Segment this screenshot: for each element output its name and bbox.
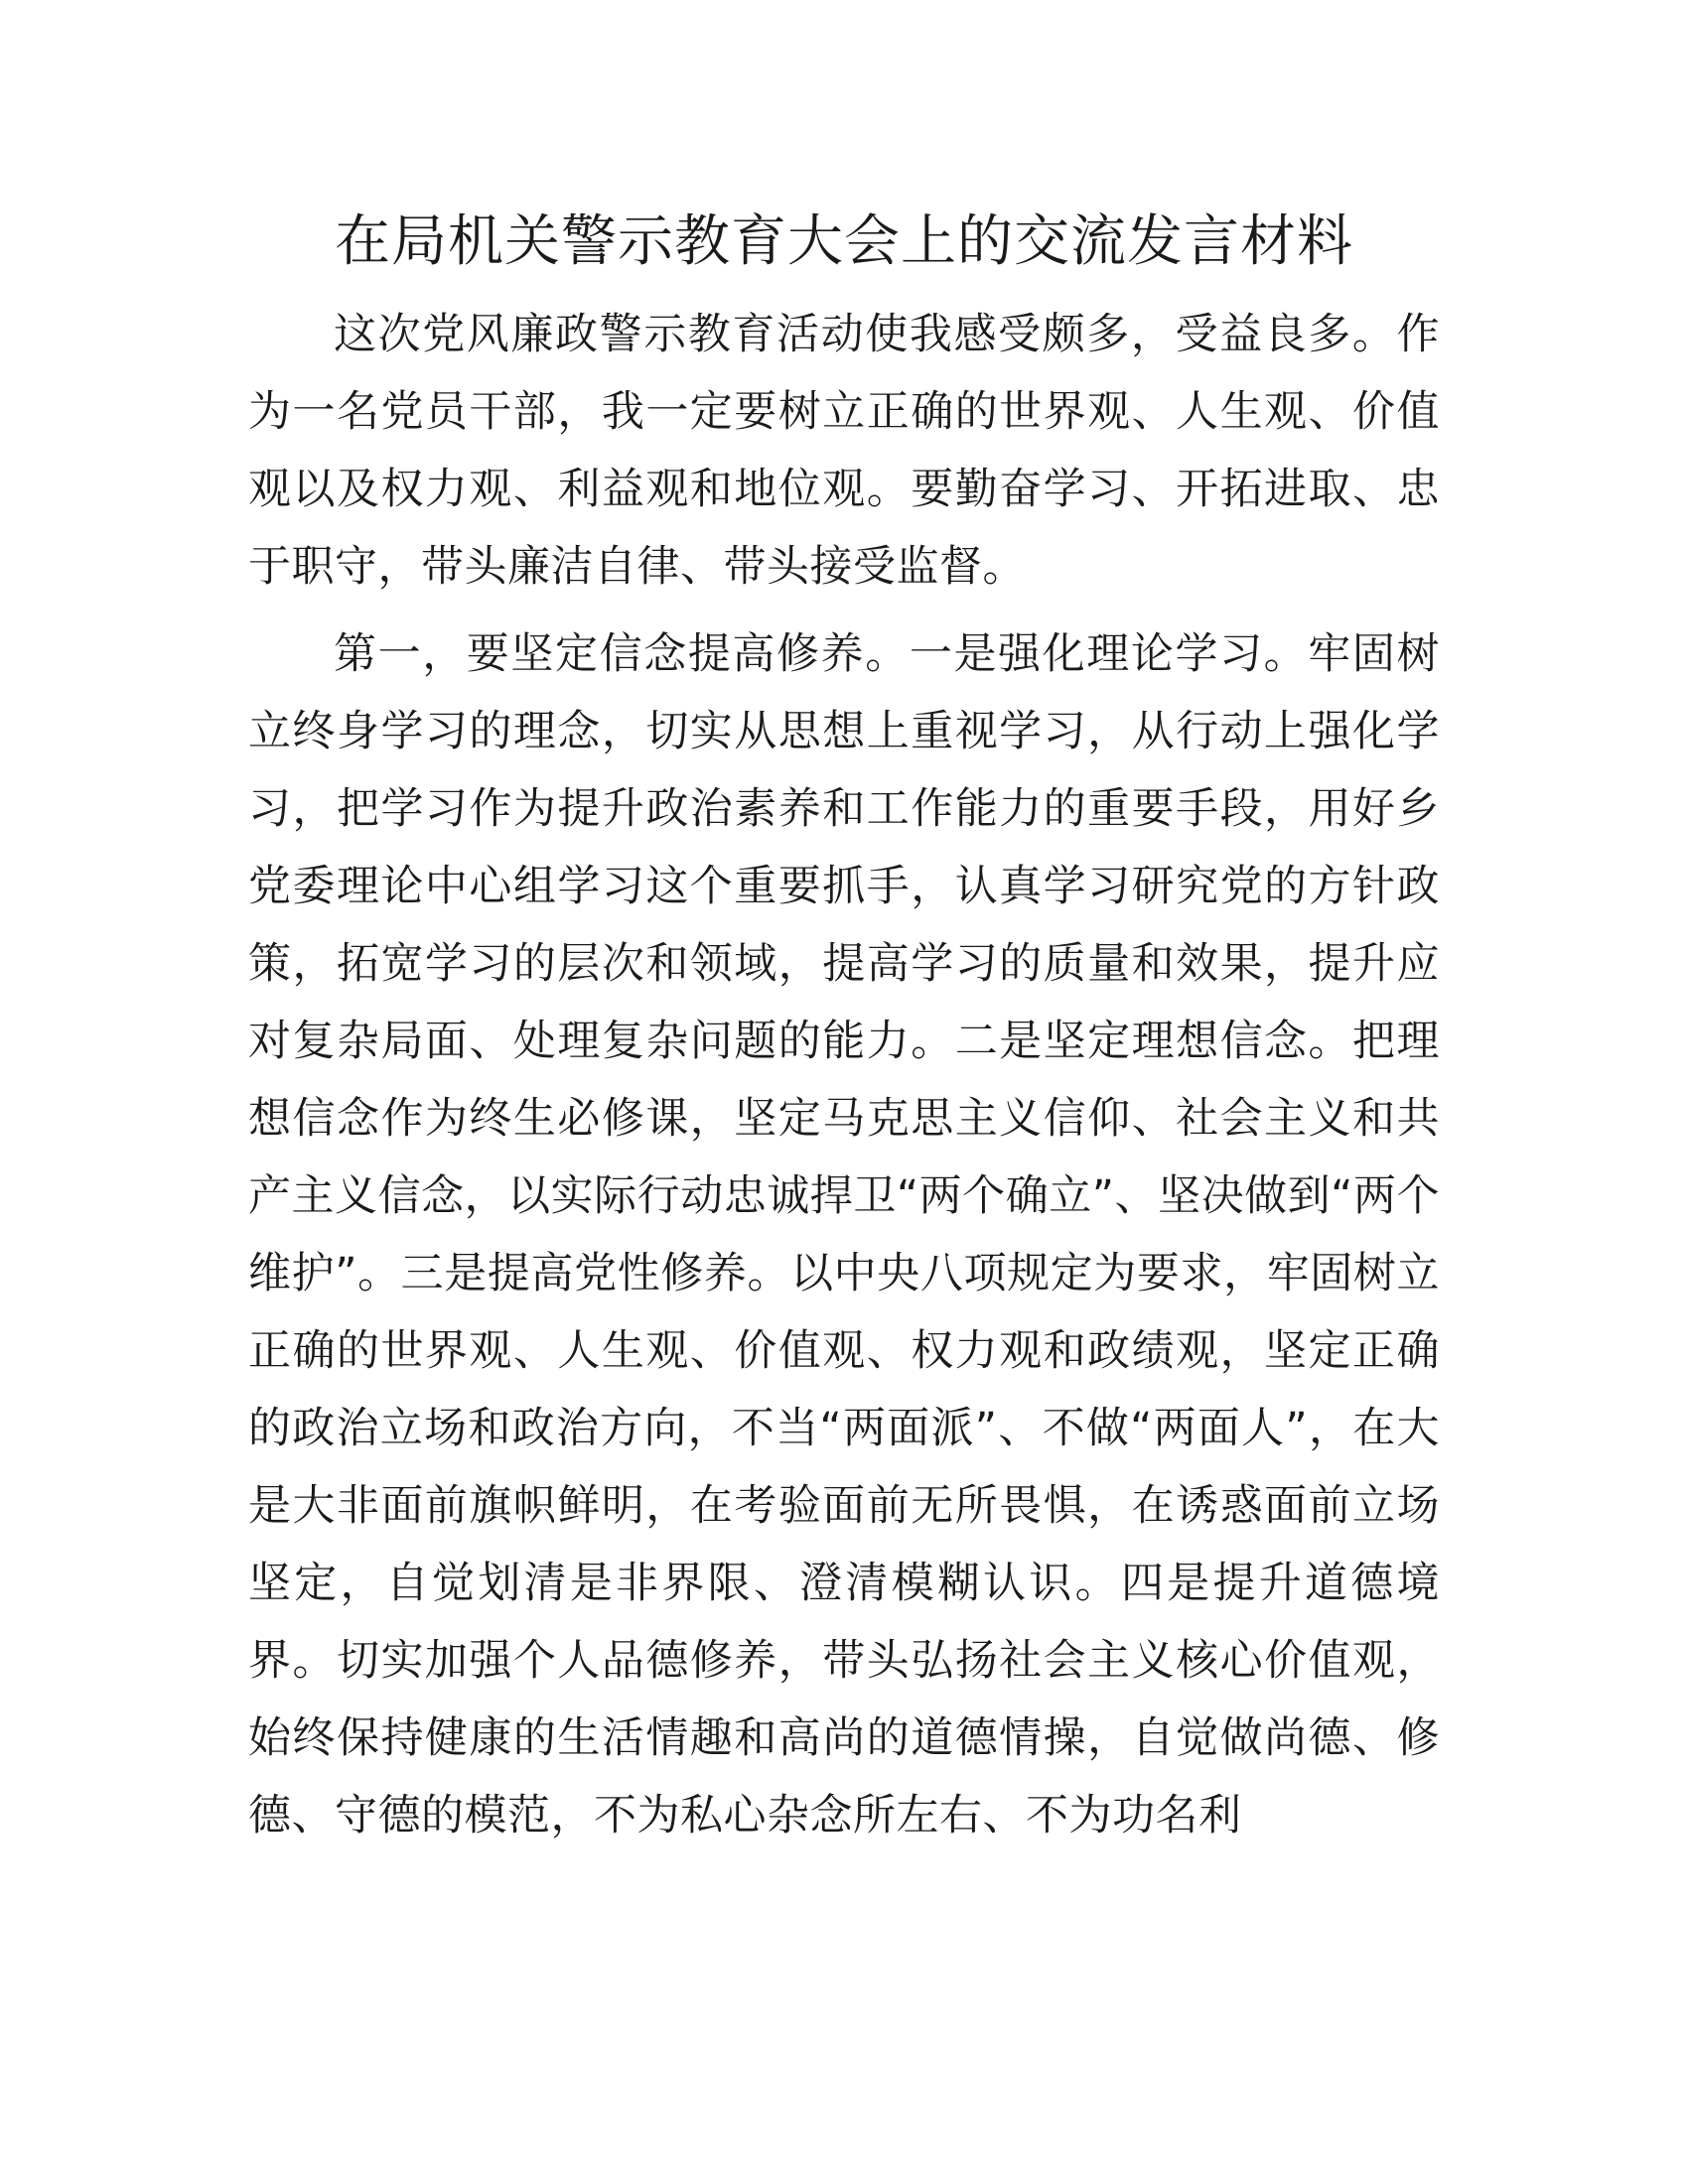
- body-paragraph-1: 这次党风廉政警示教育活动使我感受颇多，受益良多。作为一名党员干部，我一定要树立正确的世界观、人生观、价值观以及权力观、利益观和地位观。要勤奋学习、开拓进取、忠于职守，带头廉洁自律、带头接受监督。: [248, 310, 1440, 592]
- body-paragraph-2: 第一，要坚定信念提高修养。一是强化理论学习。牢固树立终身学习的理念，切实从思想上重视学习，从行动上强化学习，把学习作为提升政治素养和工作能力的重要手段，用好乡党委理论中心组学习这个重要抓手，认真学习研究党的方针政策，拓宽学习的层次和领域，提高学习的质量和效果，提升应对复杂局面、处理复杂问题的能力。二是坚定理想信念。把理想信念作为终生必修课，坚定马克思主义信仰、社会主义和共产主义信念，以实际行动忠诚捍卫“两个确立”、坚决做到“两个维护”。三是提高党性修养。以中央八项规定为要求，牢固树立正确的世界观、人生观、价值观、权力观和政绩观，坚定正确的政治立场和政治方向，不当“两面派”、不做“两面人”，在大是大非面前旗帜鲜明，在考验面前无所畏惧，在诱惑面前立场坚定，自觉划清是非界限、澄清模糊认识。四是提升道德境界。切实加强个人品德修养，带头弘扬社会主义核心价值观，始终保持健康的生活情趣和高尚的道德情操，自觉做尚德、修德、守德的模范，不为私心杂念所左右、不为功名利: [248, 629, 1440, 1841]
- document-title: 在局机关警示教育大会上的交流发言材料: [335, 209, 1353, 274]
